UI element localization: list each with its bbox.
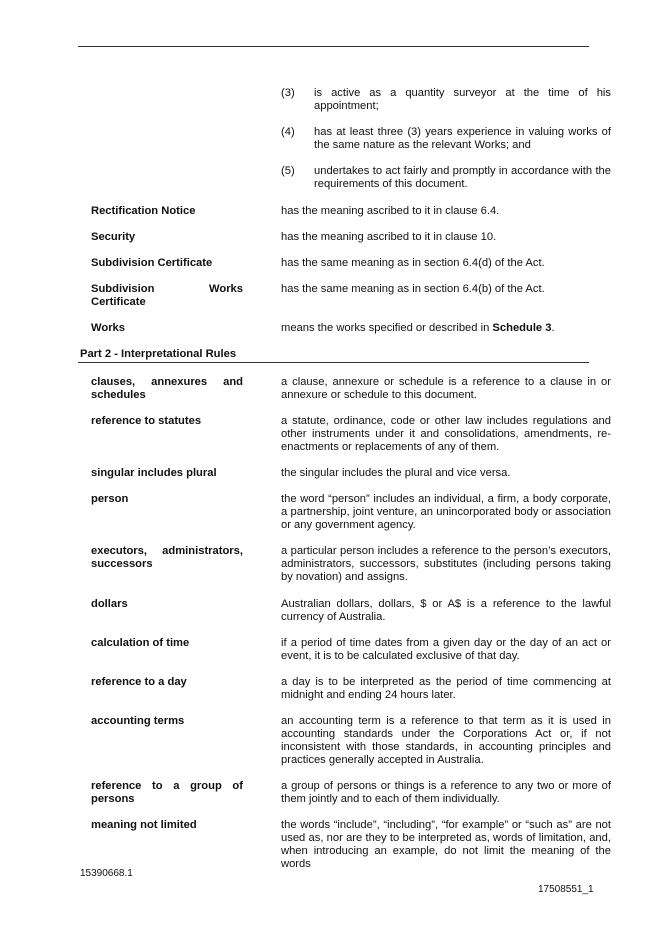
definition-term: Rectification Notice	[91, 205, 196, 217]
document-code-right: 17508551_1	[538, 884, 594, 895]
definition-term: Security	[91, 231, 136, 243]
rule-term: calculation of time	[91, 637, 190, 649]
rule-term: reference to statutes	[91, 415, 202, 427]
definition-term: Subdivision Works Certificate	[91, 283, 243, 308]
rule-term: reference to a day	[91, 676, 187, 688]
definition-text	[281, 322, 611, 335]
definition-text: has the same meaning as in section 6.4(b) of the Act.	[281, 283, 545, 295]
section-rule	[78, 362, 589, 363]
rule-text: a group of persons or things is a reference to any two or more of them jointly and to each of them individually.	[281, 780, 611, 805]
rule-term: person	[91, 493, 129, 505]
rule-text: an accounting term is a reference to that term as it is used in accounting standards under the Corporations Act or, if not inconsistent with those standards, in accounting principles and practices generally accepted in Australia.	[281, 715, 611, 766]
rule-text: a particular person includes a reference to the person’s executors, administrators, successors, substitutes (including persons taking by novation) and assigns.	[281, 545, 611, 583]
item-number: (3)	[281, 87, 295, 99]
rule-term: reference to a group of persons	[91, 780, 243, 805]
item-text: has at least three (3) years experience in valuing works of the same nature as the relevant Works; and	[314, 126, 611, 151]
section-heading: Part 2 - Interpretational Rules	[80, 348, 237, 360]
list-item	[281, 87, 611, 113]
item-text: is active as a quantity surveyor at the time of his appointment;	[314, 87, 611, 112]
rule-text: the singular includes the plural and vice versa.	[281, 467, 511, 479]
rule-text: if a period of time dates from a given day or the day of an act or event, it is to be calculated exclusive of that day.	[281, 637, 611, 662]
item-number: (4)	[281, 126, 295, 138]
rule-text: the words “include”, “including”, “for example” or “such as” are not used as, nor are they to be interpreted as, words of limitation, and, when introducing an example, do not limit the meaning of the words	[281, 819, 611, 870]
definition-text-tail: .	[551, 322, 555, 334]
list-item	[281, 126, 611, 152]
item-number: (5)	[281, 165, 295, 177]
rule-text: a day is to be interpreted as the period of time commencing at midnight and ending 24 hours later.	[281, 676, 611, 701]
rule-term: accounting terms	[91, 715, 185, 727]
document-code-left: 15390668.1	[80, 868, 133, 879]
definition-term: Subdivision Certificate	[91, 257, 213, 269]
rule-term: clauses, annexures and schedules	[91, 376, 243, 401]
item-text: undertakes to act fairly and promptly in accordance with the requirements of this document.	[314, 165, 611, 190]
definition-text-lead: means the works specified or described in	[281, 322, 493, 334]
rule-term: dollars	[91, 598, 128, 610]
rule-term: singular includes plural	[91, 467, 217, 479]
definition-text: has the meaning ascribed to it in clause 10.	[281, 231, 497, 243]
definition-text: has the meaning ascribed to it in clause 6.4.	[281, 205, 500, 217]
rule-text: Australian dollars, dollars, $ or A$ is a reference to the lawful currency of Australia.	[281, 598, 611, 623]
list-item	[281, 165, 611, 191]
schedule-reference: Schedule 3	[492, 322, 552, 334]
rule-term: meaning not limited	[91, 819, 197, 831]
rule-term: executors, administrators, successors	[91, 545, 243, 570]
rule-text: the word “person” includes an individual, a firm, a body corporate, a partnership, joint venture, an unincorporated body or association or any government agency.	[281, 493, 611, 531]
definition-term: Works	[91, 322, 125, 334]
definition-text: has the same meaning as in section 6.4(d) of the Act.	[281, 257, 545, 269]
rule-text: a clause, annexure or schedule is a reference to a clause in or annexure or schedule to this document.	[281, 376, 611, 401]
rule-text: a statute, ordinance, code or other law includes regulations and other instruments under it and consolidations, amendments, re-enactments or replacements of any of them.	[281, 415, 611, 453]
header-rule	[78, 46, 589, 47]
